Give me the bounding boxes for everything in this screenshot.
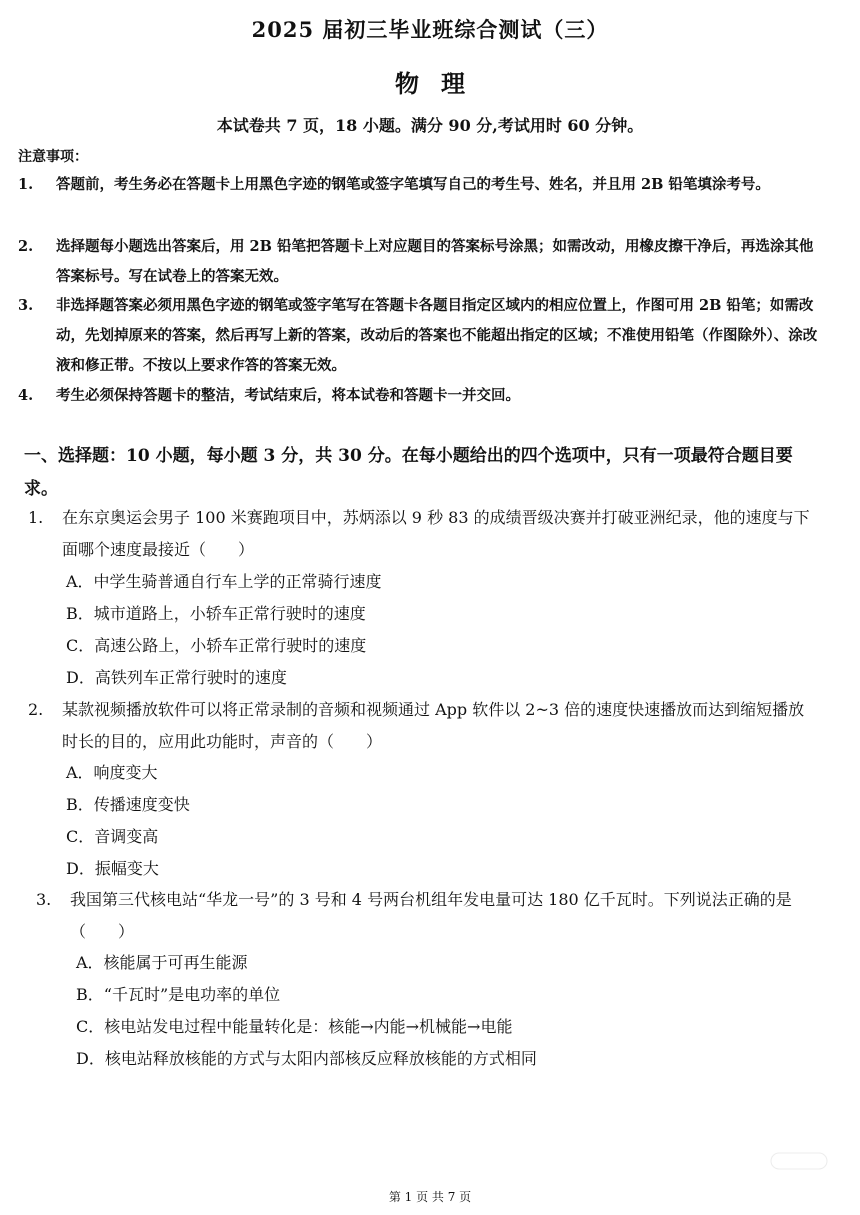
watermark-shape xyxy=(770,1150,830,1172)
notice-item xyxy=(18,170,818,200)
option-b: B．城市道路上，小轿车正常行驶时的速度 xyxy=(66,604,366,623)
exam-subject: 物理 xyxy=(395,69,487,98)
question-stem: 某款视频播放软件可以将正常录制的音频和视频通过 App 软件以 2~3 倍的速度快速播放而达到缩短播放时长的目的，应用此功能时，声音的（ ） xyxy=(62,700,805,751)
option-d: D．振幅变大 xyxy=(66,859,159,878)
notice-item-number: 2. xyxy=(18,238,34,255)
notice-item-text: 选择题每小题选出答案后，用 2B 铅笔把答题卡上对应题目的答案标号涂黑；如需改动，用橡皮擦干净后，再选涂其他答案标号。写在试卷上的答案无效。 xyxy=(56,238,814,285)
option-d: D．高铁列车正常行驶时的速度 xyxy=(66,668,287,687)
option-b: B．传播速度变快 xyxy=(66,795,190,814)
option-a: A．核能属于可再生能源 xyxy=(76,953,248,972)
question-number: 3. xyxy=(36,890,52,909)
notice-heading: 注意事项： xyxy=(18,149,88,165)
question-stem: 在东京奥运会男子 100 米赛跑项目中，苏炳添以 9 秒 83 的成绩晋级决赛并打破亚洲纪录，他的速度与下面哪个速度最接近（ ） xyxy=(62,508,810,559)
exam-info: 本试卷共 7 页，18 小题。满分 90 分,考试用时 60 分钟。 xyxy=(216,116,644,135)
question-stem: 我国第三代核电站“华龙一号”的 3 号和 4 号两台机组年发电量可达 180 亿千瓦时。下列说法正确的是（ ） xyxy=(70,890,792,941)
option-b: B．“千瓦时”是电功率的单位 xyxy=(76,985,281,1004)
question-number: 2. xyxy=(28,700,44,719)
watermark-logo xyxy=(770,1150,830,1172)
notice-item-text: 考生必须保持答题卡的整洁，考试结束后，将本试卷和答题卡一并交回。 xyxy=(56,387,520,404)
notice-item-number: 1. xyxy=(18,176,34,193)
page-footer: 第 1 页 共 7 页 xyxy=(388,1190,472,1204)
notice-item-number: 3. xyxy=(18,297,34,314)
section-heading: 一、选择题：10 小题，每小题 3 分，共 30 分。在每小题给出的四个选项中，只有一项最符合题目要求。 xyxy=(24,446,793,499)
notice-item-text: 非选择题答案必须用黑色字迹的钢笔或签字笔写在答题卡各题目指定区域内的相应位置上，作图可用 2B 铅笔；如需改动，先划掉原来的答案，然后再写上新的答案，改动后的答案也不能超出指定的区域；不准使用铅笔（作图除外）、涂改液和修正带。不按以上要求作答的答案无效。 xyxy=(56,297,818,374)
option-a: A．响度变大 xyxy=(66,763,158,782)
exam-title: 2025 届初三毕业班综合测试（三） xyxy=(251,17,609,42)
question-3 xyxy=(36,884,818,948)
option-c: C．音调变高 xyxy=(66,827,159,846)
option-c: C．核电站发电过程中能量转化是：核能→内能→机械能→电能 xyxy=(76,1017,513,1036)
option-a: A．中学生骑普通自行车上学的正常骑行速度 xyxy=(66,572,382,591)
notice-item xyxy=(18,291,818,381)
question-number: 1. xyxy=(28,508,44,527)
notice-item xyxy=(18,381,818,411)
option-c: C．高速公路上，小轿车正常行驶时的速度 xyxy=(66,636,367,655)
question-2 xyxy=(28,694,818,758)
notice-item-text: 答题前，考生务必在答题卡上用黑色字迹的钢笔或签字笔填写自己的考生号、姓名，并且用 2B 铅笔填涂考号。 xyxy=(56,176,770,193)
question-1 xyxy=(28,502,818,566)
notice-item-number: 4. xyxy=(18,387,34,404)
notice-item xyxy=(18,232,818,292)
option-d: D．核电站释放核能的方式与太阳内部核反应释放核能的方式相同 xyxy=(76,1049,537,1068)
